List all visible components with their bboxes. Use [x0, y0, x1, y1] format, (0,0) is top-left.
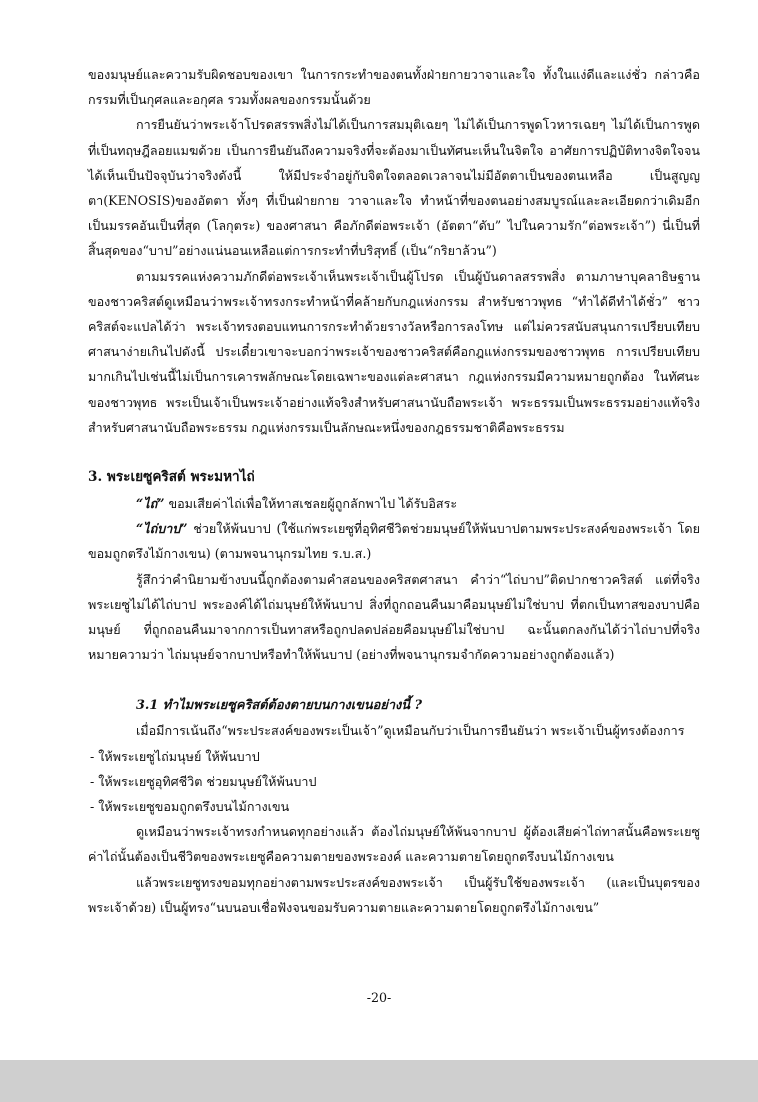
- paragraph-7: แล้วพระเยซูทรงขอมทุกอย่างตามพระประสงค์ของพระเจ้า เป็นผู้รับใช้ของพระเจ้า (และเป็นบุตรของพระเจ้าด้วย) เป็นผู้ทรง“นบนอบเชื่อฟังจนขอมรับความตายและความตายโดยถูกตรึงไม้กางเขน”: [88, 874, 700, 915]
- paragraph-4: รู้สึกว่าคำนิยามข้างบนนี้ถูกต้องตามคำสอนของคริสตศาสนา คำว่า“ไถ่บาป”ติดปากชาวคริสต์ แต่ที่จริงพระเยซูไม่ได้ไถ่บาป พระองค์ได้ไถ่มนุษย์ให้พ้นบาป สิ่งที่ถูกถอนคืนมาคือมนุษย์ไม่ใช่บาป ที่ตกเป็นทาสของบาปคือมนุษย์ ที่ถูกถอนคืนมาจากการเป็นทาสหรือถูกปลดปล่อยคือมนุษย์ไม่ใช่บาป ฉะนั้นตกลงกันได้ว่าไถ่บาปที่จริงหมายความว่า ไถ่มนุษย์จากบาปหรือทำให้พ้นบาป (อย่างที่พจนานุกรมจำกัดความอย่างถูกต้องแล้ว): [88, 571, 700, 663]
- definition-redeem: [88, 491, 700, 516]
- paragraph-1: ของมนุษย์และความรับผิดชอบของเขา ในการกระทำของตนทั้งฝ่ายกายวาจาและใจ ทั้งในแง่ดีและแง่ชั่ว กล่าวคือ กรรมที่เป็นกุศลและอกุศล รวมทั้งผลของกรรมนั้นด้วย: [88, 67, 700, 108]
- definition-redeem-sin: [88, 516, 700, 566]
- page-number: -20-: [366, 990, 392, 1005]
- definition-term: “ไถ่”: [136, 496, 165, 512]
- subsection-heading-3-1: 3.1 ทำไมพระเยซูคริสต์ต้องตายบนกางเขนอย่างนี้ ?: [136, 698, 422, 714]
- bullet-list: [88, 744, 700, 820]
- definition-term: “ไถ่บาป”: [136, 521, 188, 537]
- paragraph-3: ตามมรรคแห่งความภักดีต่อพระเจ้าเห็นพระเจ้าเป็นผู้โปรด เป็นผู้บันดาลสรรพสิ่ง ตามภาษาบุคลาธิษฐานของชาวคริสต์ดูเหมือนว่าพระเจ้าทรงกระทำหน้าที่คล้ายกับกฎแห่งกรรม สำหรับชาวพุทธ “ทำได้ดีทำได้ชั่ว” ชาวคริสต์จะแปลได้ว่า พระเจ้าทรงตอบแทนการกระทำด้วยรางวัลหรือการลงโทษ แต่ไม่ควรสนับสนุนการเปรียบเทียบศาสนาง่ายเกินไปดังนี้ ประเดี๋ยวเขาจะบอกว่าพระเจ้าของชาวคริสต์คือกฎแห่งกรรมของชาวพุทธ การเปรียบเทียบมากเกินไปเช่นนี้ไม่เป็นการเคารพลักษณะโดยเฉพาะของแต่ละศาสนา กฎแห่งกรรมมีความหมายถูกต้อง ในทัศนะของชาวพุทธ พระเป็นเจ้าเป็นพระเจ้าอย่างแท้จริงสำหรับศาสนานับถือพระเจ้า พระธรรมเป็นพระธรรมอย่างแท้จริงสำหรับศาสนานับถือพระธรรม กฎแห่งกรรมเป็นลักษณะหนึ่งของกฎธรรมชาติคือพระธรรม: [88, 268, 700, 435]
- paragraph-5: เมื่อมีการเน้นถึง“พระประสงค์ของพระเป็นเจ้า”ดูเหมือนกับว่าเป็นการยืนยันว่า พระเจ้าเป็นผู้ทรงต้องการ: [136, 723, 685, 739]
- definition-text: ช่วยให้พ้นบาป (ใช้แก่พระเยซูที่อุทิศชีวิตช่วยมนุษย์ให้พ้นบาปตามพระประสงค์ของพระเจ้า โดยขอมถูกตรึงไม้กางเขน) (ตามพจนานุกรมไทย ร.บ.ส.): [88, 521, 700, 562]
- section-heading-3: 3. พระเยซูคริสต์ พระมหาไถ่: [88, 469, 255, 486]
- list-item: - ให้พระเยซูอุทิศชีวิต ช่วยมนุษย์ให้พ้นบาป: [90, 773, 317, 789]
- list-item: - ให้พระเยซูไถ่มนุษย์ ให้พ้นบาป: [90, 748, 260, 764]
- document-body: [88, 62, 700, 920]
- list-item: - ให้พระเยซูขอมถูกตรึงบนไม้กางเขน: [90, 799, 290, 815]
- paragraph-6: ดูเหมือนว่าพระเจ้าทรงกำหนดทุกอย่างแล้ว ต้องไถ่มนุษย์ให้พ้นจากบาป ผู้ต้องเสียค่าไถ่ทาสนั้นคือพระเยซู ค่าไถ่นั้นต้องเป็นชีวิตของพระเยซูคือความตายของพระองค์ และความตายโดยถูกตรึงบนไม้กางเขน: [88, 824, 700, 865]
- paragraph-2: การยืนยันว่าพระเจ้าโปรดสรรพสิ่งไม่ได้เป็นการสมมุติเฉยๆ ไม่ได้เป็นการพูดโวหารเฉยๆ ไม่ได้เป็นการพูดที่เป็นทฤษฎีลอยแมฆด้วย เป็นการยืนยันถึงความจริงที่จะต้องมาเป็นทัศนะเห็นในจิตใจ อาศัยการปฏิบัติทางจิตใจจนได้เห็นเป็นปัจจุบันว่าจริงดังนี้ ให้มีประจำอยู่กับจิตใจตลอดเวลาจนไม่มีอัตตาเป็นของตนเหลือ เป็นสูญญตา(KENOSIS)ของอัตตา ทั้งๆ ที่เป็นฝ่ายกาย วาจาและใจ ทำหน้าที่ของตนอย่างสมบูรณ์และละเอียดกว่าเดิมอีก เป็นมรรคอันเป็นที่สุด (โลกุตระ) ของศาสนา คือภักดีต่อพระเจ้า (อัตตา“ดับ” ไปในความรัก“ต่อพระเจ้า”) นี่เป็นที่สิ้นสุดของ“บาป”อย่างแน่นอนเหลือแต่การกระทำที่บริสุทธิ์ (เป็น“กริยาล้วน”): [88, 117, 700, 259]
- definition-text: ขอมเสียค่าไถ่เพื่อให้ทาสเชลยผู้ถูกลักพาไป ได้รับอิสระ: [164, 496, 458, 512]
- scan-margin: [0, 1060, 758, 1102]
